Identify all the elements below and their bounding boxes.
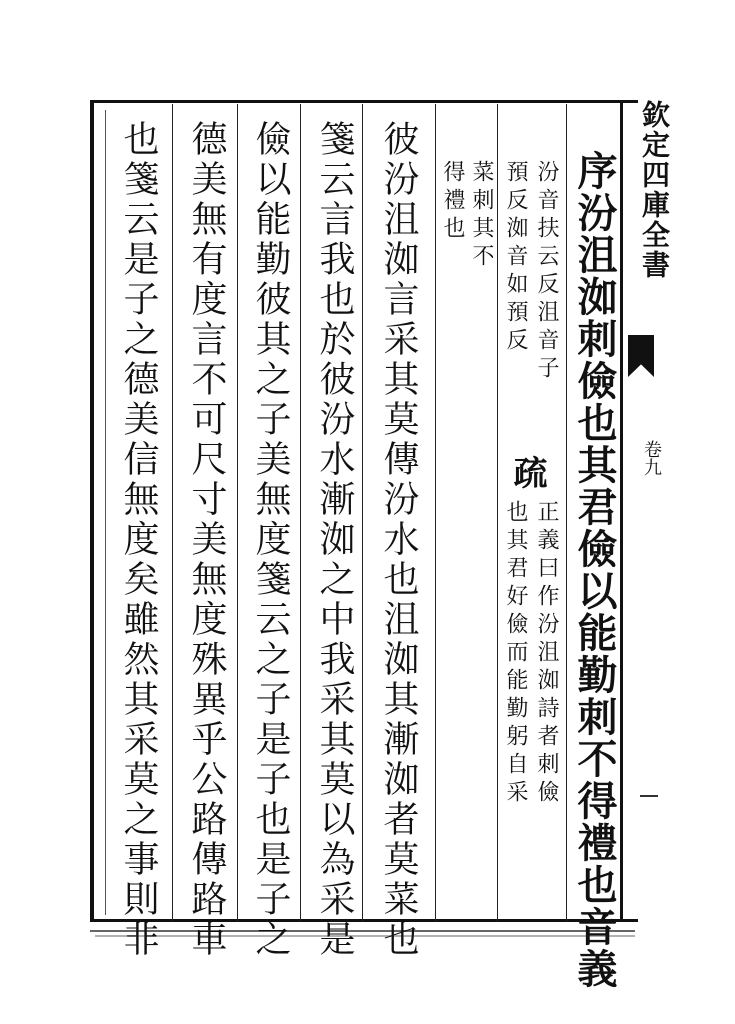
- column-rule: [362, 104, 363, 922]
- text-column-6: 儉以能勤彼其之子美無度箋云之子是子也是子之: [250, 120, 291, 960]
- shu-marker: 疏: [507, 455, 547, 491]
- text-column-3b: 得禮也: [440, 160, 465, 244]
- column-rule: [237, 104, 238, 922]
- text-column-2b: 預反洳音如預反: [503, 160, 528, 356]
- column-rule: [172, 104, 173, 922]
- text-column-3a: 菜刺其不: [469, 160, 494, 272]
- text-column-2a: 汾音扶云反沮音子: [534, 160, 559, 384]
- margin-volume-number: 卷九: [641, 440, 662, 476]
- margin-book-title: 欽定四庫全書: [638, 100, 671, 280]
- frame-bottom-rule: [90, 930, 635, 932]
- column-rule: [435, 104, 436, 922]
- column-rule: [497, 104, 498, 922]
- margin-mark: [640, 795, 658, 797]
- frame-right-rule: [620, 100, 623, 922]
- scan-noise: [95, 935, 635, 937]
- text-column-8: 也箋云是子之德美信無度矣雖然其采莫之事則非: [118, 120, 159, 960]
- text-column-5: 箋云言我也於彼汾水漸洳之中我采其莫以為采是: [314, 120, 355, 960]
- text-column-1: 序汾沮洳刺儉也其君儉以能勤刺不得禮也音義: [571, 150, 618, 990]
- frame-inner-rule: [105, 110, 106, 915]
- fish-tail-ornament: [628, 335, 654, 377]
- text-column-7: 德美無有度言不可尺寸美無度殊異乎公路傳路車: [186, 120, 227, 960]
- column-rule: [566, 104, 567, 922]
- text-column-2d: 也其君好儉而能勤躬自采: [503, 500, 528, 808]
- column-rule: [300, 104, 301, 922]
- text-column-4: 彼汾沮洳言采其莫傳汾水也沮洳其漸洳者莫菜也: [378, 120, 419, 960]
- text-column-2c: 正義曰作汾沮洳詩者刺儉: [534, 500, 559, 808]
